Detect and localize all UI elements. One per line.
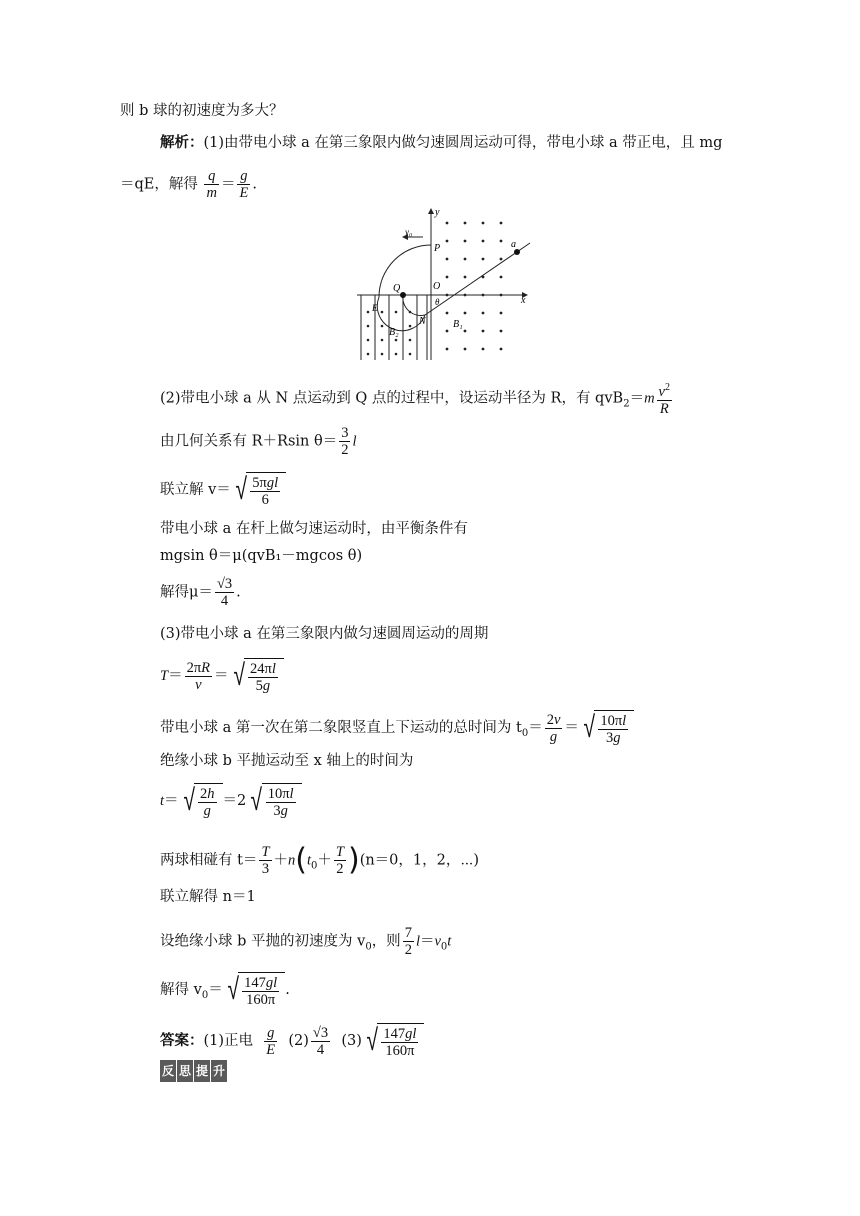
label-origin: O <box>433 281 441 292</box>
part3-line3: 带电小球 a 第一次在第二象限竖直上下运动的总时间为 $t_0=$ $\frac{2v}{g}$ ＝ √ $\frac{10\pi l}{3g}$ <box>160 710 634 746</box>
part2-text6: 解得μ＝ <box>160 584 213 601</box>
reflect-banner <box>160 1060 228 1082</box>
part3-line7: 联立解得 n＝1 <box>160 889 256 905</box>
question-tail: 则 b 球的初速度为多大？ <box>120 103 284 119</box>
frac-t-over-3: $\frac{T}{3}$ <box>261 844 270 877</box>
sqrt-10pil-3g: √ $\frac{10\pi l}{3g}$ <box>581 710 634 746</box>
part3-line5: t＝ √ $\frac{2h}{g}$ ＝2 √ $\frac{10\pi l}{3g}$ <box>160 783 302 819</box>
label-y: y <box>435 207 440 218</box>
frac-t-over-2: $\frac{T}{2}$ <box>335 844 344 877</box>
part2-line1: (2)带电小球 a 从 N 点运动到 Q 点的过程中，设运动半径为 R，有 qvB$_2$＝m $\frac{v^2}{R}$ <box>160 382 670 417</box>
frac-v2-over-r: $\frac{v^2}{R}$ <box>658 382 670 417</box>
sqrt-2h-g: √ $\frac{2h}{g}$ <box>181 783 223 819</box>
label-theta: θ <box>435 297 440 307</box>
reflect-tag-3: 提 <box>194 1060 210 1082</box>
part1-cont: ＝qE，解得 <box>120 176 198 193</box>
label-b1: B₁ <box>453 319 463 330</box>
answer-part3: (3) <box>341 1033 362 1049</box>
part2-text2: 由几何关系有 R＋Rsin θ＝ <box>160 433 338 450</box>
arc-trajectory-third <box>377 297 425 331</box>
sqrt-5pigl-6: √ $\frac{\text{5πgl}}{6}$ <box>233 472 286 508</box>
part2-line5: mgsin θ＝μ(qvB₁－mgcos θ) <box>160 548 363 564</box>
reflect-tag-1: 反 <box>160 1060 176 1082</box>
part3-line2: T＝ $\frac{2\pi R}{v}$ ＝ √ $\frac{24\pi l}{5g}$ <box>160 658 284 694</box>
label-p: P <box>434 243 441 254</box>
part3-text7: 解得 v <box>160 982 202 998</box>
answer-line <box>160 1023 424 1059</box>
part1-line1 <box>160 133 722 153</box>
frac-q-over-m: $\frac{q}{m}$ <box>206 168 217 201</box>
part3-line9: 解得 $v_0=$ √ $\frac{147gl}{160\pi}$ . <box>160 972 290 1008</box>
answer-sqrt-147gl-160pi: √ $\frac{147gl}{160\pi}$ <box>364 1023 425 1059</box>
frac-2pir-over-v: $\frac{2\pi R}{v}$ <box>186 659 211 693</box>
part3-text4b: (n＝0，1，2，⋯) <box>359 852 480 869</box>
sqrt-24pil-5g: √ $\frac{24\pi l}{5g}$ <box>231 658 284 694</box>
part3-text6b: ，则 <box>371 933 401 950</box>
inclined-rod <box>425 243 530 315</box>
arc-trajectory-lower <box>403 295 425 315</box>
label-x: x <box>521 295 526 306</box>
frac-sqrt3-over-4: $\frac{√3}{4}$ <box>216 576 233 609</box>
answer-part2: (2) <box>288 1033 309 1049</box>
part3-line4: 绝缘小球 b 平抛运动至 x 轴上的时间为 <box>160 753 414 769</box>
part3-line6: 两球相碰有 t＝ $\frac{T}{3}$ $+n(t_0+$ $\frac{T}{2}$ )(n＝0，1，2，⋯) <box>160 842 480 878</box>
part2-line6: 解得μ＝ $\frac{√3}{4}$ . <box>160 576 241 609</box>
reflect-tag-2: 思 <box>177 1060 193 1082</box>
part3-text4: 两球相碰有 t＝ <box>160 852 258 869</box>
arc-trajectory-upper <box>379 245 431 297</box>
part2-text1: (2)带电小球 a 从 N 点运动到 Q 点的过程中，设运动半径为 R，有 qvB <box>160 390 624 407</box>
part2-line2: 由几何关系有 R＋Rsin θ＝ $\frac{3}{2}$ l <box>160 425 357 458</box>
part2-text3: 联立解 v＝ <box>160 482 231 498</box>
part3-text6: 设绝缘小球 b 平抛的初速度为 v <box>160 933 366 950</box>
physics-figure <box>355 205 535 365</box>
part1-line2: ＝qE，解得 $\frac{q}{m}$ ＝ $\frac{g}{E}$ . <box>120 168 257 201</box>
answer-part1: (1)正电 <box>203 1033 254 1049</box>
frac-2v-over-g: $\frac{2v}{g}$ <box>546 711 561 745</box>
part1-intro: (1)由带电小球 a 在第三象限内做匀速圆周运动可得，带电小球 a 带正电，且 mg <box>203 135 723 151</box>
answer-frac-sqrt3-over-4: $\frac{√3}{4}$ <box>312 1024 329 1058</box>
part3-line1: (3)带电小球 a 在第三象限内做匀速圆周运动的周期 <box>160 626 489 642</box>
magnetic-field-dots-b1 <box>446 222 503 351</box>
label-v0: v₀ <box>405 227 413 237</box>
part2-line3 <box>160 472 286 508</box>
label-b2: B₂ <box>389 327 399 338</box>
label-e: E <box>372 303 378 313</box>
label-q: Q <box>393 283 401 294</box>
part3-text2: 带电小球 a 第一次在第二象限竖直上下运动的总时间为 t <box>160 720 522 736</box>
frac-3-over-2: $\frac{3}{2}$ <box>341 425 349 458</box>
label-n: N <box>419 316 426 327</box>
point-q <box>400 292 406 298</box>
frac-g-over-e: $\frac{g}{E}$ <box>239 168 249 201</box>
part3-line8: 设绝缘小球 b 平抛的初速度为 $v_0$，则 $\frac{7}{2}$ $l=v_0t$ <box>160 925 452 958</box>
sqrt-147gl-160pi: √ $\frac{147gl}{160\pi}$ <box>225 972 286 1008</box>
answer-frac-g-over-e: $\frac{g}{E}$ <box>266 1024 276 1058</box>
label-a: a <box>511 239 516 250</box>
reflect-tag-4: 升 <box>211 1060 227 1082</box>
frac-7-over-2: $\frac{7}{2}$ <box>404 925 412 958</box>
sqrt-10pil-3g-b: √ $\frac{10\pi l}{3g}$ <box>248 783 301 819</box>
part2-line4: 带电小球 a 在杆上做匀速运动时，由平衡条件有 <box>160 521 468 537</box>
analysis-label: 解析： <box>160 135 204 151</box>
answer-label: 答案： <box>160 1033 204 1049</box>
